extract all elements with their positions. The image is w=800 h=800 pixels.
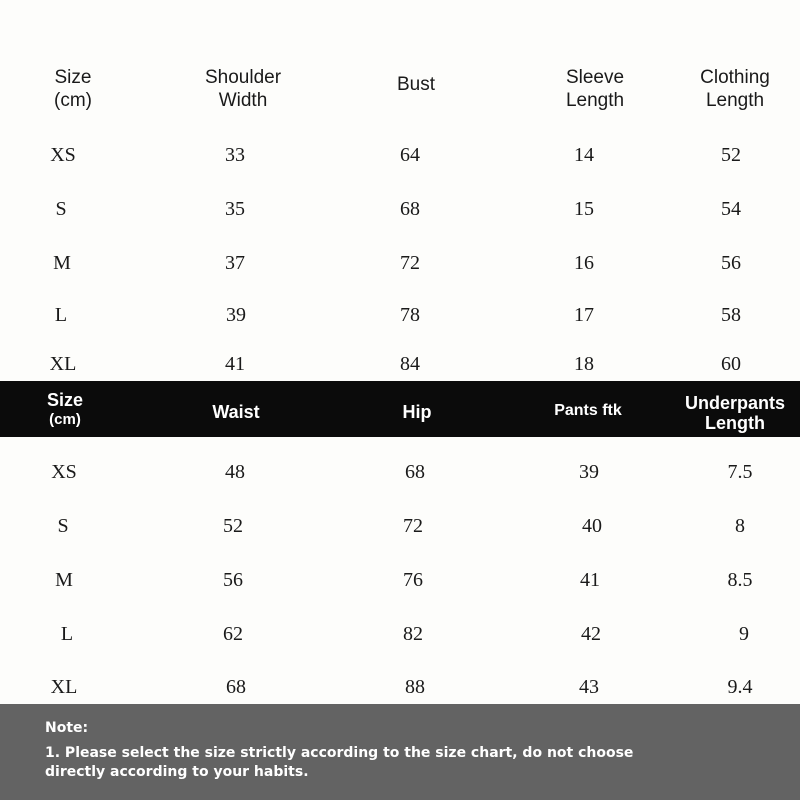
cell-pants: 41 — [580, 569, 600, 591]
cell-underpants: 9.4 — [727, 676, 753, 698]
cell-clothing: 58 — [721, 304, 741, 326]
cell-shoulder: 39 — [226, 304, 246, 326]
cell-waist: 62 — [223, 623, 243, 645]
cell-size: XL — [50, 676, 78, 698]
cell-clothing: 60 — [721, 353, 741, 375]
cell-shoulder: 35 — [225, 198, 245, 220]
table-row — [0, 295, 800, 335]
header-clothing-length: Clothing Length — [700, 67, 770, 111]
cell-size: L — [60, 623, 74, 645]
table-row — [0, 135, 800, 175]
cell-pants: 42 — [581, 623, 601, 645]
table-row — [0, 344, 800, 384]
top-table-header — [0, 63, 800, 115]
header-sleeve-length: Sleeve Length — [565, 67, 625, 111]
cell-size: M — [55, 569, 73, 591]
cell-hip: 76 — [403, 569, 423, 591]
table-row — [0, 614, 800, 654]
cell-sleeve: 14 — [574, 144, 594, 166]
header-waist: Waist — [212, 402, 260, 422]
table-row — [0, 243, 800, 283]
cell-hip: 82 — [403, 623, 423, 645]
cell-hip: 88 — [405, 676, 425, 698]
cell-waist: 48 — [225, 461, 245, 483]
header-shoulder-width: Shoulder Width — [204, 67, 282, 111]
table-row — [0, 506, 800, 546]
cell-clothing: 54 — [721, 198, 741, 220]
cell-size: S — [55, 198, 67, 220]
cell-size: L — [54, 304, 68, 326]
table-row — [0, 189, 800, 229]
cell-clothing: 56 — [721, 252, 741, 274]
table-row — [0, 452, 800, 492]
note-title: Note: — [45, 720, 89, 736]
cell-shoulder: 41 — [225, 353, 245, 375]
cell-sleeve: 15 — [574, 198, 594, 220]
cell-hip: 72 — [403, 515, 423, 537]
cell-underpants: 8.5 — [727, 569, 753, 591]
cell-shoulder: 33 — [225, 144, 245, 166]
cell-bust: 68 — [400, 198, 420, 220]
cell-waist: 52 — [223, 515, 243, 537]
header-size: Size (cm) — [54, 67, 92, 111]
cell-pants: 40 — [582, 515, 602, 537]
cell-sleeve: 18 — [574, 353, 594, 375]
bottom-table-header — [0, 381, 800, 437]
cell-size: S — [57, 515, 69, 537]
header-bust: Bust — [396, 74, 436, 95]
note-text: 1. Please select the size strictly according to the size chart, do not choose directly according to your habits. — [45, 745, 634, 780]
cell-underpants: 9 — [739, 623, 749, 645]
cell-shoulder: 37 — [225, 252, 245, 274]
header-hip: Hip — [402, 402, 432, 422]
cell-size: XL — [49, 353, 77, 375]
cell-waist: 56 — [223, 569, 243, 591]
table-row — [0, 560, 800, 600]
cell-waist: 68 — [226, 676, 246, 698]
cell-sleeve: 16 — [574, 252, 594, 274]
header-pants-length: Pants ftk — [554, 402, 622, 419]
cell-bust: 72 — [400, 252, 420, 274]
cell-underpants: 8 — [735, 515, 745, 537]
cell-bust: 64 — [400, 144, 420, 166]
cell-sleeve: 17 — [574, 304, 594, 326]
cell-hip: 68 — [405, 461, 425, 483]
cell-bust: 84 — [400, 353, 420, 375]
header-size: Size (cm) — [46, 390, 84, 428]
cell-size: XS — [50, 144, 76, 166]
table-row — [0, 667, 800, 707]
cell-pants: 43 — [579, 676, 599, 698]
header-underpants-length: Underpants Length — [684, 393, 786, 433]
cell-size: XS — [51, 461, 77, 483]
cell-bust: 78 — [400, 304, 420, 326]
cell-clothing: 52 — [721, 144, 741, 166]
cell-underpants: 7.5 — [727, 461, 753, 483]
note-panel — [0, 704, 800, 800]
cell-pants: 39 — [579, 461, 599, 483]
cell-size: M — [53, 252, 71, 274]
